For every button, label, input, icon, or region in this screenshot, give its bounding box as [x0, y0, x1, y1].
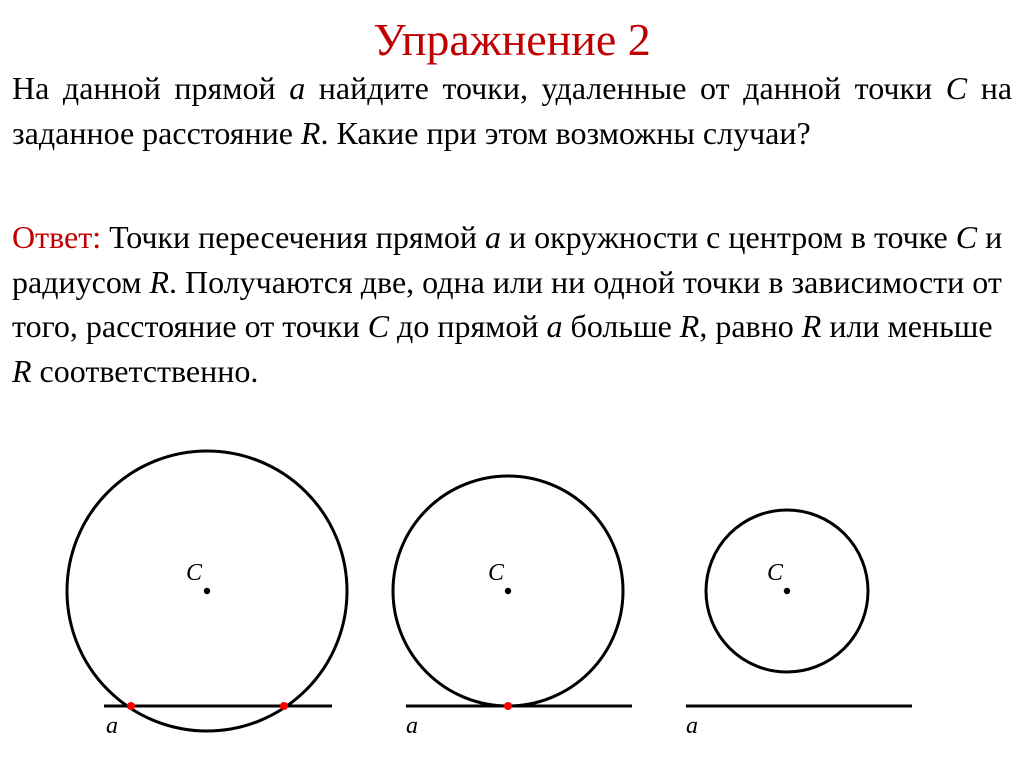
center-point-1 — [204, 588, 210, 594]
math-symbol: R — [679, 308, 700, 344]
figure-tangent — [393, 476, 632, 739]
math-symbol: R — [300, 114, 321, 151]
answer-text — [12, 215, 1012, 393]
math-symbol: R — [801, 308, 822, 344]
question-text: На данной прямой a найдите точки, удаленные от данной точки C на заданное расстояние R. Какие при этом возможны случаи? — [12, 70, 1013, 151]
intersection-point-1a — [127, 702, 135, 710]
intersection-point-1b — [280, 702, 288, 710]
figures — [0, 440, 1024, 767]
figure-two-intersections — [67, 451, 347, 739]
center-point-2 — [505, 588, 511, 594]
center-point-3 — [784, 588, 790, 594]
math-symbol: C — [955, 219, 978, 255]
math-symbol: C — [945, 70, 968, 106]
center-label-3: C — [767, 560, 784, 586]
figure-no-intersection — [686, 510, 912, 739]
math-symbol: R — [12, 352, 32, 389]
math-symbol: a — [546, 308, 563, 344]
center-label-1: C — [186, 560, 203, 586]
slide-title: Упражнение 2 — [373, 14, 651, 65]
math-symbol: a — [289, 70, 306, 106]
math-symbol: a — [484, 219, 501, 255]
answer-body: Точки пересечения прямой a и окружности с центром в точке C и радиусом R. Получаются две, одна или ни одной точки в зависимости от того, расстояние от точки C до прямой a больше R, равно R или меньше R соответственно. — [12, 219, 1003, 389]
tangent-point — [504, 702, 512, 710]
line-label-2: a — [406, 713, 418, 739]
math-symbol: R — [149, 263, 169, 300]
answer-label: Ответ: — [12, 219, 102, 255]
line-label-1: a — [106, 713, 118, 739]
line-label-3: a — [686, 713, 698, 739]
center-label-2: C — [488, 560, 505, 586]
math-symbol: C — [367, 308, 390, 344]
